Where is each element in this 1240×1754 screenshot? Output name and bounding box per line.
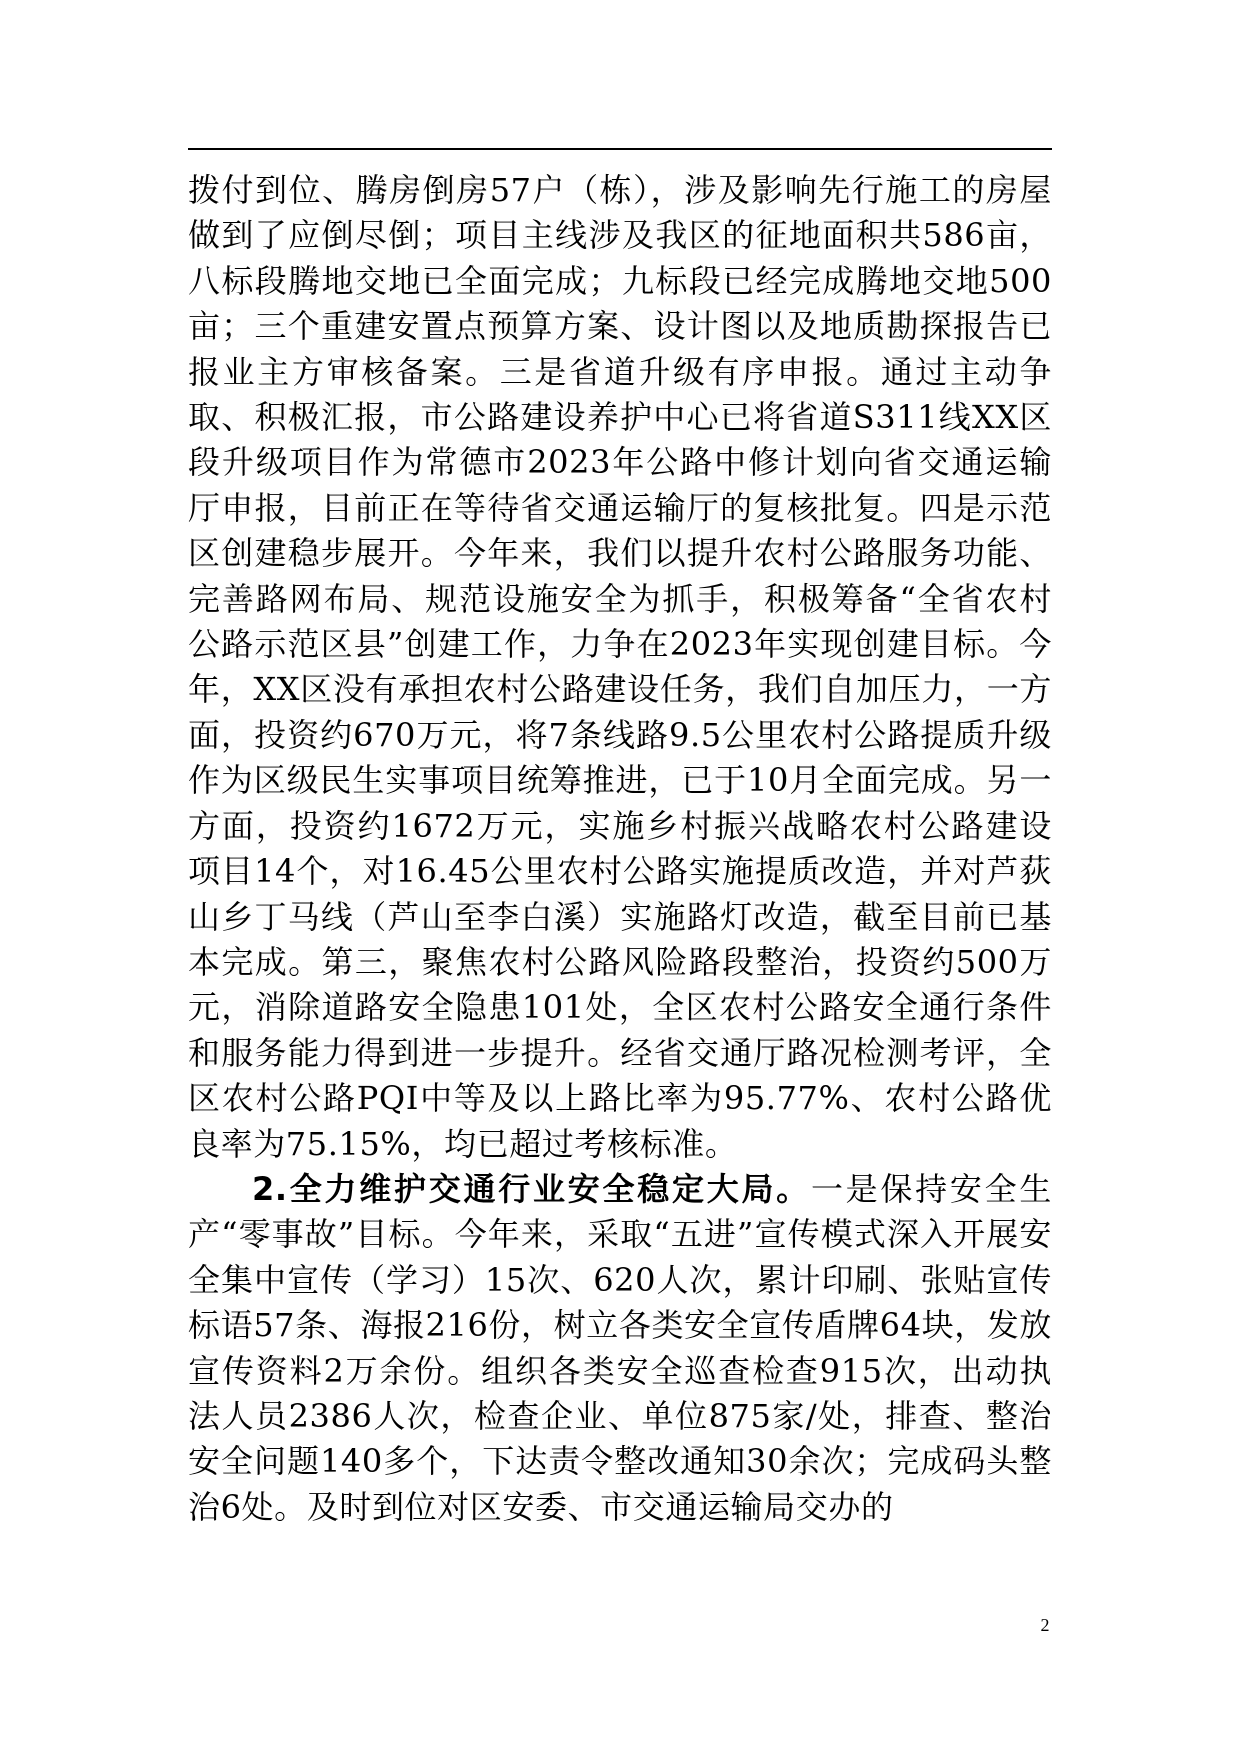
paragraph-text: 拨付到位、腾房倒房57户（栋），涉及影响先行施工的房屋做到了应倒尽倒；项目主线涉及我区的征地面积共586亩，八标段腾地交地已全面完成；九标段已经完成腾地交地500亩；三个重建安置点预算方案、设计图以及地质勘探报告已报业主方审核备案。三是省道升级有序申报。通过主动争取、积极汇报，市公路建设养护中心已将省道S311线XX区段升级项目作为常德市2023年公路中修计划向省交通运输厅申报，目前正在等待省交通运输厅的复核批复。四是示范区创建稳步展开。今年来，我们以提升农村公路服务功能、完善路网布局、规范设施安全为抓手，积极筹备“全省农村公路示范区县”创建工作，力争在2023年实现创建目标。今年，XX区没有承担农村公路建设任务，我们自加压力，一方面，投资约670万元，将7条线路9.5公里农村公路提质升级作为区级民生实事项目统筹推进，已于10月全面完成。另一方面，投资约1672万元，实施乡村振兴战略农村公路建设项目14个，对16.45公里农村公路实施提质改造，并对芦荻山乡丁马线（芦山至李白溪）实施路灯改造，截至目前已基本完成。第三，聚焦农村公路风险路段整治，投资约500万元，消除道路安全隐患101处，全区农村公路安全通行条件和服务能力得到进一步提升。经省交通厅路况检测考评，全区农村公路PQI中等及以上路比率为95.77%、农村公路优良率为75.15%，均已超过考核标准。: [188, 171, 1052, 1163]
paragraph: [188, 1167, 1052, 1530]
section-heading: 2.全力维护交通行业安全稳定大局。: [252, 1169, 811, 1208]
header-rule: [188, 148, 1052, 150]
paragraph-text: 一是保持安全生产“零事故”目标。今年来，采取“五进”宣传模式深入开展安全集中宣传（学习）15次、620人次，累计印刷、张贴宣传标语57条、海报216份，树立各类安全宣传盾牌64块，发放宣传资料2万余份。组织各类安全巡查检查915次，出动执法人员2386人次，检查企业、单位875家/处，排查、整治安全问题140多个，下达责令整改通知30余次；完成码头整治6处。及时到位对区安委、市交通运输局交办的: [188, 1169, 1053, 1526]
body-text: [188, 168, 1052, 1530]
page-number: 2: [1040, 1615, 1050, 1635]
paragraph: [188, 168, 1052, 1167]
